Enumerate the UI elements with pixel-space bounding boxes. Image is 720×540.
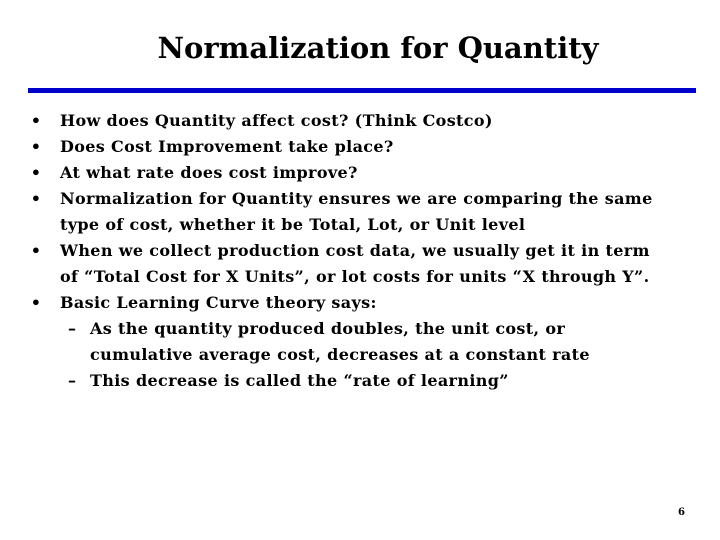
bullet-text: Does Cost Improvement take place? <box>60 137 394 156</box>
bullet-text-line: of “Total Cost for X Units”, or lot costs for units “X through Y”. <box>60 267 650 286</box>
title-underline <box>28 88 696 93</box>
sub-bullet-marker: – <box>68 319 77 338</box>
bullet-text: How does Quantity affect cost? (Think Costco) <box>60 111 493 130</box>
sub-bullet-list <box>60 316 720 394</box>
sub-bullet-text-line: cumulative average cost, decreases at a constant rate <box>90 345 590 364</box>
bullet-marker: • <box>30 163 42 182</box>
bullet-marker: • <box>30 137 42 156</box>
sub-bullet-marker: – <box>68 371 77 390</box>
bullet-item <box>0 186 720 238</box>
bullet-marker: • <box>30 293 42 312</box>
bullet-text: At what rate does cost improve? <box>60 163 358 182</box>
bullet-marker: • <box>30 111 42 130</box>
sub-bullet-text-line: As the quantity produced doubles, the unit cost, or <box>90 319 566 338</box>
bullet-marker: • <box>30 189 42 208</box>
bullet-item <box>0 108 720 134</box>
bullet-text-line: type of cost, whether it be Total, Lot, or Unit level <box>60 215 526 234</box>
bullet-list <box>0 108 720 394</box>
bullet-text-line: When we collect production cost data, we usually get it in term <box>60 241 650 260</box>
page-number: 6 <box>678 507 685 518</box>
slide-title: Normalization for Quantity <box>157 31 599 65</box>
bullet-item <box>0 238 720 290</box>
bullet-text-line: Normalization for Quantity ensures we are comparing the same <box>60 189 653 208</box>
sub-bullet-item <box>60 316 720 368</box>
bullet-text: Basic Learning Curve theory says: <box>60 293 377 312</box>
bullet-marker: • <box>30 241 42 260</box>
sub-bullet-item <box>60 368 720 394</box>
bullet-item <box>0 290 720 394</box>
bullet-item <box>0 134 720 160</box>
sub-bullet-text: This decrease is called the “rate of learning” <box>90 371 509 390</box>
bullet-item <box>0 160 720 186</box>
